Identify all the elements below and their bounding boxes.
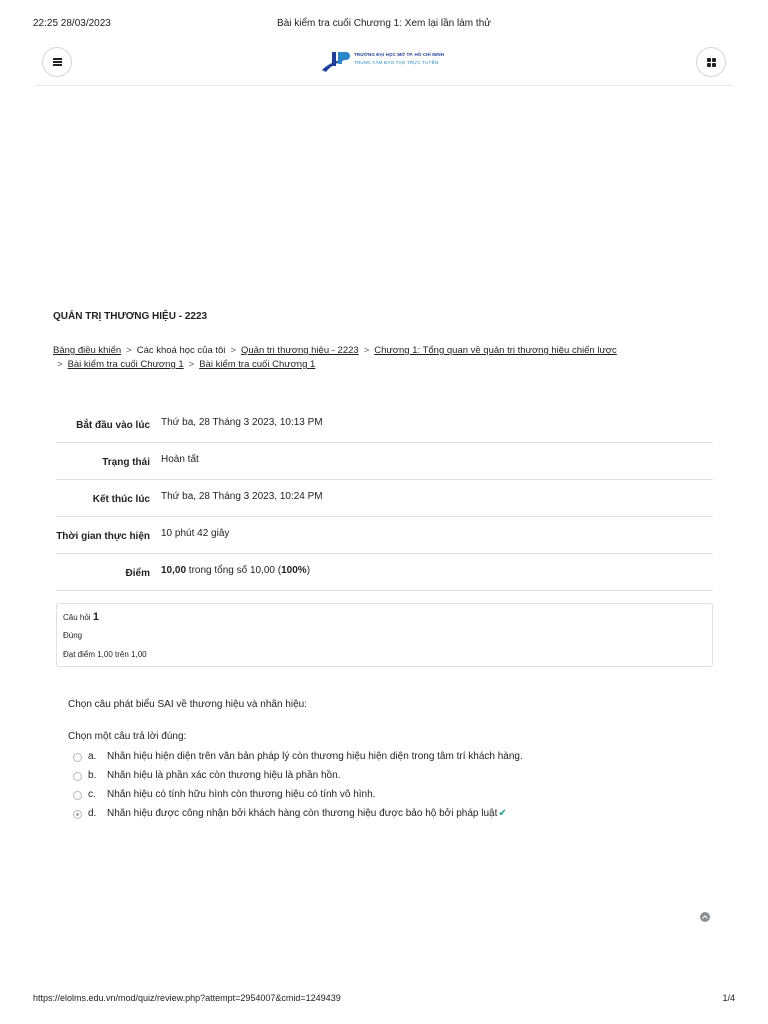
print-header <box>0 18 768 32</box>
grid-icon <box>707 58 716 67</box>
time-label: Thời gian thực hiện <box>56 531 150 542</box>
breadcrumb-separator: > <box>126 345 132 356</box>
started-label: Bắt đầu vào lúc <box>76 420 150 431</box>
answer-text: Nhãn hiệu có tính hữu hình còn thương hiệu có tính vô hình. <box>107 789 376 800</box>
answer-number: d. <box>88 808 97 819</box>
breadcrumb-course[interactable]: Quản trị thương hiệu - 2223 <box>241 345 359 356</box>
logo-line-1: TRƯỜNG ĐẠI HỌC MỞ TP. HỒ CHÍ MINH <box>354 52 445 57</box>
answer-radio-a[interactable] <box>73 753 82 762</box>
time-value: 10 phút 42 giây <box>161 528 230 539</box>
state-label: Trạng thái <box>102 457 150 468</box>
answer-text: Nhãn hiệu là phần xác còn thương hiệu là phần hồn. <box>107 770 341 781</box>
site-logo[interactable] <box>320 50 460 74</box>
breadcrumb-quiz[interactable]: Bài kiểm tra cuối Chương 1 <box>67 359 184 370</box>
summary-row-time <box>56 517 713 554</box>
summary-row-started <box>56 406 713 443</box>
answer-number: a. <box>88 751 97 762</box>
breadcrumb-review[interactable]: Bài kiểm tra cuối Chương 1 <box>199 359 316 370</box>
answer-radio-b[interactable] <box>73 772 82 781</box>
breadcrumb-separator: > <box>188 359 195 370</box>
completed-label: Kết thúc lúc <box>92 494 150 505</box>
answer-text: Nhãn hiệu hiện diện trên văn bản pháp lý còn thương hiệu hiện diện trong tâm trí khách hàng. <box>107 751 523 762</box>
breadcrumb-section[interactable]: Chương 1: Tổng quan về quản trị thương hiệu chiến lược <box>374 345 617 356</box>
question-text: Chọn câu phát biểu SAI về thương hiệu và nhãn hiệu: <box>68 699 307 710</box>
print-page-title: Bài kiểm tra cuối Chương 1: Xem lại lần làm thử <box>277 18 491 29</box>
question-label: Câu hỏi <box>63 613 91 622</box>
state-value: Hoàn tất <box>161 454 199 465</box>
question-state: Đúng <box>63 631 83 640</box>
top-navbar <box>36 40 732 86</box>
breadcrumb-separator: > <box>230 345 236 356</box>
answer-prompt: Chọn một câu trả lời đúng: <box>68 731 187 742</box>
grade-percent: 100% <box>281 565 307 576</box>
correct-check-icon: ✔ <box>498 808 507 819</box>
question-number-value: 1 <box>92 611 99 623</box>
answer-number: c. <box>88 789 96 800</box>
print-url: https://elolms.edu.vn/mod/quiz/review.php?attempt=2954007&cmid=1249439 <box>33 993 341 1003</box>
answer-radio-d[interactable] <box>73 810 82 819</box>
logo-line-2: TRUNG TÂM ĐÀO TẠO TRỰC TUYẾN <box>354 60 439 65</box>
print-page-number: 1/4 <box>722 993 735 1003</box>
course-title: QUẢN TRỊ THƯƠNG HIỆU - 2223 <box>53 311 208 322</box>
breadcrumb-separator: > <box>363 345 370 356</box>
answer-text: Nhãn hiệu được công nhận bởi khách hàng còn thương hiệu được bảo hộ bởi pháp luật <box>107 808 498 819</box>
breadcrumb-separator: > <box>57 359 63 370</box>
drawer-toggle-button[interactable] <box>42 47 72 77</box>
breadcrumb <box>53 344 693 372</box>
grade-end: ) <box>306 565 311 576</box>
grade-label: Điểm <box>125 568 150 579</box>
breadcrumb-dashboard[interactable]: Bảng điều khiển <box>53 345 122 356</box>
summary-row-state <box>56 443 713 480</box>
back-to-top-icon[interactable] <box>700 912 710 922</box>
answer-number: b. <box>88 770 97 781</box>
apps-menu-button[interactable] <box>696 47 726 77</box>
started-value: Thứ ba, 28 Tháng 3 2023, 10:13 PM <box>161 417 323 428</box>
grade-score: 10,00 <box>161 565 187 576</box>
question-grade: Đạt điểm 1,00 trên 1,00 <box>63 650 147 659</box>
grade-value <box>161 554 713 590</box>
question-number <box>63 611 99 623</box>
hamburger-icon <box>53 58 62 66</box>
completed-value: Thứ ba, 28 Tháng 3 2023, 10:24 PM <box>161 491 323 502</box>
answer-radio-c[interactable] <box>73 791 82 800</box>
print-timestamp: 22:25 28/03/2023 <box>33 18 111 29</box>
question-info-box <box>56 603 713 667</box>
answer-text-wrap <box>107 808 507 819</box>
summary-row-completed <box>56 480 713 517</box>
attempt-summary-table <box>56 406 713 591</box>
grade-mid: trong tổng số 10,00 ( <box>186 565 282 576</box>
breadcrumb-my-courses: Các khoá học của tôi <box>136 345 226 356</box>
summary-row-grade <box>56 554 713 591</box>
logo-mark-icon <box>320 50 352 74</box>
